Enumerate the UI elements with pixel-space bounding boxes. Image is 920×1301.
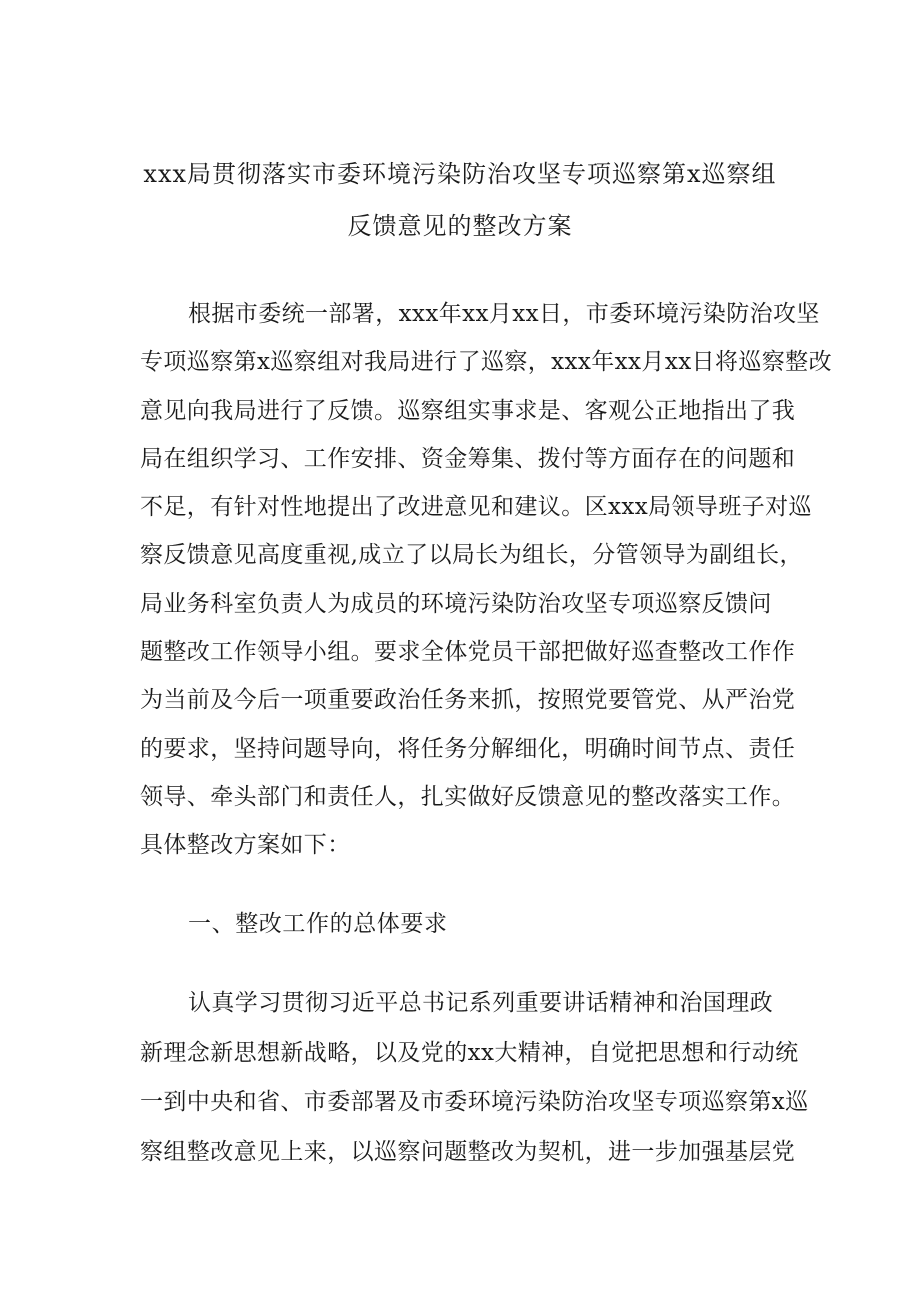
paragraph-line: 题整改工作领导小组。要求全体党员干部把做好巡查整改工作作 [140, 639, 796, 666]
paragraph-line: 不足，有针对性地提出了改进意见和建议。区xxx局领导班子对巡 [140, 494, 812, 521]
paragraph-line: 一到中央和省、市委部署及市委环境污染防治攻坚专项巡察第x巡 [140, 1089, 809, 1115]
paragraph-line: 为当前及今后一项重要政治任务来抓，按照党要管党、从严治党 [140, 687, 796, 714]
paragraph-line: 领导、牵头部门和责任人，扎实做好反馈意见的整改落实工作。 [140, 783, 796, 810]
paragraph-line: 察组整改意见上来，以巡察问题整改为契机，进一步加强基层党 [140, 1138, 796, 1165]
paragraph-requirements [140, 979, 809, 1177]
paragraph-line: 局在组织学习、工作安排、资金筹集、拨付等方面存在的问题和 [140, 445, 796, 472]
section-heading: 一、整改工作的总体要求 [188, 911, 448, 937]
paragraph-line: 具体整改方案如下： [140, 832, 351, 859]
paragraph-line: 局业务科室负责人为成员的环境污染防治攻坚专项巡察反馈问 [140, 590, 772, 617]
title-line-2: 反馈意见的整改方案 [347, 212, 573, 240]
title-line-1: xxx局贯彻落实市委环境污染防治攻坚专项巡察第x巡察组 [143, 160, 777, 188]
document-title [140, 148, 780, 252]
paragraph-line: 认真学习贯彻习近平总书记系列重要讲话精神和治国理政 [188, 990, 773, 1016]
paragraph-line: 意见向我局进行了反馈。巡察组实事求是、客观公正地指出了我 [140, 397, 796, 424]
paragraph-line: 察反馈意见高度重视,成立了以局长为组长，分管领导为副组长， [140, 542, 803, 569]
paragraph-line: 根据市委统一部署，xxx年xx月xx日，市委环境污染防治攻坚 [188, 301, 820, 327]
paragraph-line: 专项巡察第x巡察组对我局进行了巡察，xxx年xx月xx日将巡察整改 [140, 349, 832, 376]
paragraph-line: 的要求，坚持问题导向，将任务分解细化，明确时间节点、责任 [140, 735, 796, 762]
paragraph-line: 新理念新思想新战略，以及党的xx大精神，自觉把思想和行动统 [140, 1039, 799, 1066]
paragraph-intro [140, 290, 832, 870]
